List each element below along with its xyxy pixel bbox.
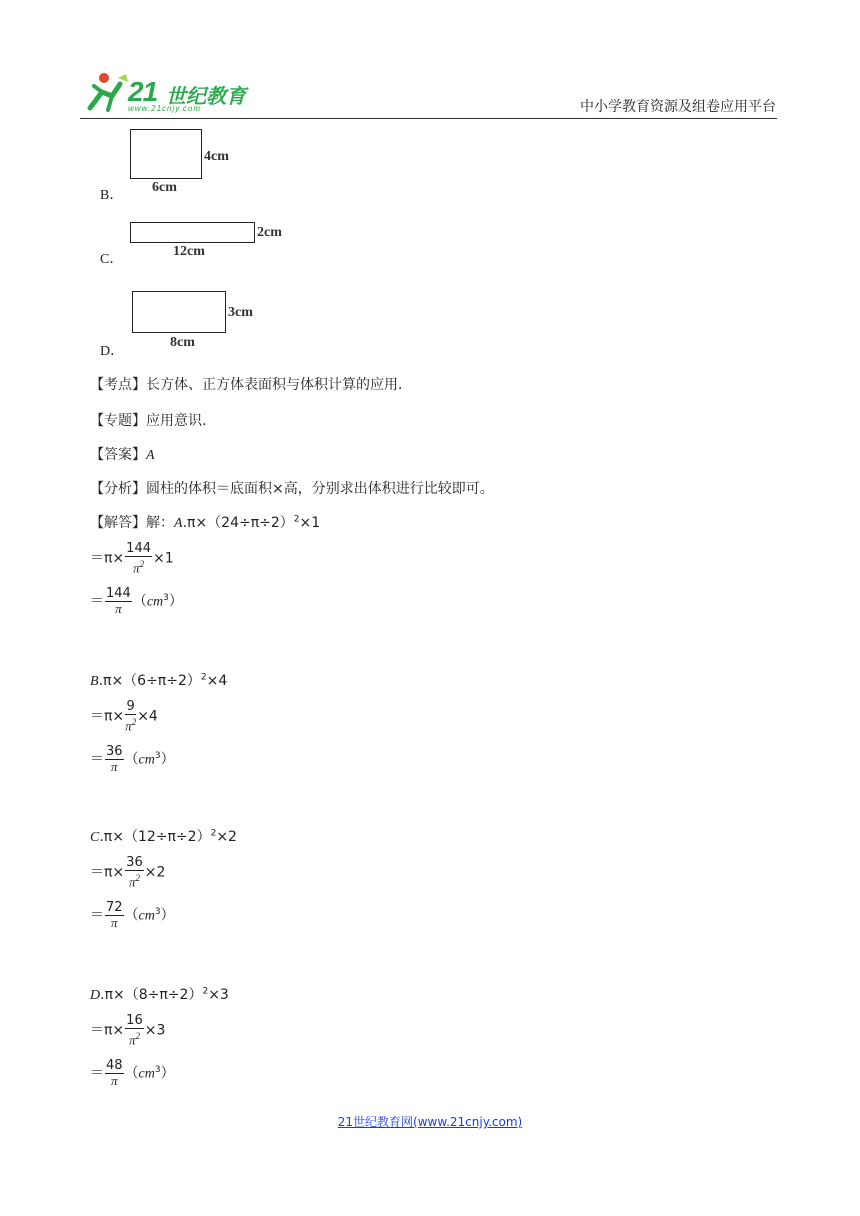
solution-c-line3: ＝ $\frac{72}{\pi}$ $(cm^3)$ (90, 900, 175, 930)
zhuanti-text: 【专题】应用意识． (90, 413, 216, 429)
answer-value: A (146, 448, 155, 463)
fraction: $\frac{48}{\pi}$ (106, 1058, 123, 1088)
answer-line (90, 444, 155, 464)
solution-b-line3: ＝ $\frac{36}{\pi}$ $(cm^3)$ (90, 744, 175, 774)
fraction: $\frac{72}{\pi}$ (106, 900, 123, 930)
option-b-width: 6cm (152, 180, 177, 195)
option-d-width: 8cm (170, 335, 195, 350)
solution-b-line2: ＝π× $\frac{9}{\pi^2}$ ×4 (90, 699, 158, 734)
option-d-label: D． (100, 344, 125, 359)
fraction: $\frac{36}{\pi^2}$ (126, 855, 143, 890)
option-d-rectangle (132, 291, 226, 333)
solution-a-line2: ＝π× $\frac{144}{\pi^2}$ ×1 (90, 541, 174, 576)
brand-url: www.21cnjy.com (128, 104, 201, 113)
solution-d-line1: $D.\pi\times(8\div\pi\div 2)^2\times 3$ (90, 986, 229, 1003)
option-b-label: B． (100, 188, 124, 203)
header-divider (80, 118, 777, 119)
solution-c-line1: $C.\pi\times(12\div\pi\div 2)^2\times 2$ (90, 828, 237, 845)
solution-a-line3: ＝ $\frac{144}{\pi}$ $(cm^3)$ (90, 586, 183, 616)
footer-link[interactable]: 21世纪教育网(www.21cnjy.com) (337, 1115, 523, 1129)
solution-d-line2: ＝π× $\frac{16}{\pi^2}$ ×3 (90, 1013, 166, 1048)
fraction: $\frac{36}{\pi}$ (106, 744, 123, 774)
solution-d-line3: ＝ $\frac{48}{\pi}$ $(cm^3)$ (90, 1058, 175, 1088)
option-d-height: 3cm (228, 305, 253, 320)
fraction: $\frac{9}{\pi^2}$ (125, 699, 137, 734)
solution-a-line1: 【解答】解：$A.\pi\times(24\div\pi\div 2)^2\times 1$ (90, 514, 321, 531)
brand-name: 世纪教育 (166, 84, 246, 108)
option-b-rectangle (130, 129, 202, 179)
brand-number: 21 (128, 76, 158, 107)
fraction: $\frac{144}{\pi^2}$ (126, 541, 151, 576)
fenxi-text: 【分析】圆柱的体积＝底面积×高，分别求出体积进行比较即可。 (90, 481, 494, 497)
option-c-rectangle (130, 222, 255, 243)
jieda-prefix: 【解答】解： (90, 515, 174, 531)
answer-prefix: 【答案】 (90, 447, 146, 463)
fraction: $\frac{16}{\pi^2}$ (126, 1013, 143, 1048)
platform-title: 中小学教育资源及组卷应用平台 (580, 99, 776, 115)
fraction: $\frac{144}{\pi}$ (106, 586, 131, 616)
option-c-width: 12cm (173, 244, 205, 259)
solution-b-line1: $B.\pi\times(6\div\pi\div 2)^2\times 4$ (90, 672, 228, 689)
option-c-height: 2cm (257, 225, 282, 240)
option-b-height: 4cm (204, 149, 229, 164)
option-c-label: C． (100, 252, 124, 267)
solution-c-line2: ＝π× $\frac{36}{\pi^2}$ ×2 (90, 855, 166, 890)
kaodian-text: 【考点】长方体、正方体表面积与体积计算的应用． (90, 377, 412, 393)
